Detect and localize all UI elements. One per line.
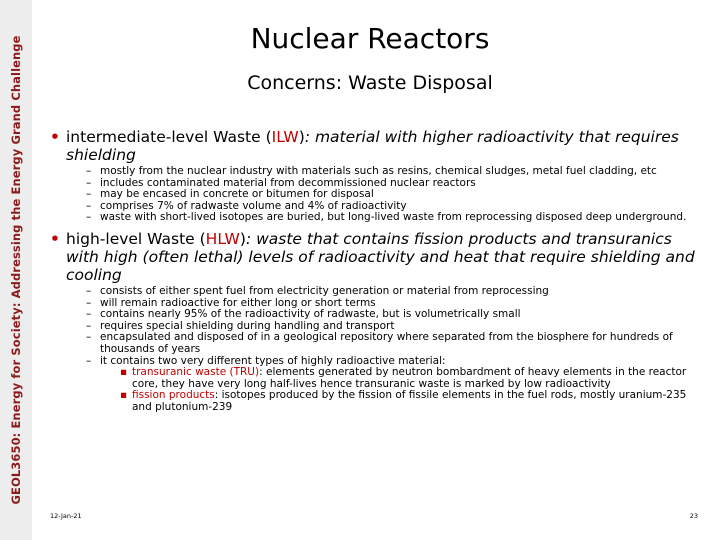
list-item-text: may be encased in concrete or bitumen for disposal <box>100 188 374 201</box>
dash-marker: – <box>86 354 92 367</box>
dash-marker: – <box>86 188 92 201</box>
tru-term-suffix: ) <box>255 366 260 379</box>
tru-term-prefix: transuranic waste ( <box>132 366 234 379</box>
list-item-text: includes contaminated material from decommissioned nuclear reactors <box>100 176 476 189</box>
dash-marker: – <box>86 331 92 344</box>
dash-marker: – <box>86 199 92 212</box>
dash-marker: – <box>86 284 92 297</box>
sub-list-item <box>120 367 700 390</box>
ilw-details-list <box>50 166 700 224</box>
slide-title: Nuclear Reactors <box>250 22 490 55</box>
hlw-details-list <box>50 286 700 414</box>
list-item <box>86 212 700 224</box>
ilw-description: : material with higher radioactivity that requires shielding <box>66 128 679 164</box>
dash-marker: – <box>86 165 92 177</box>
dash-marker: – <box>86 319 92 332</box>
list-item-text: it contains two very different types of highly radioactive material: <box>100 354 446 367</box>
list-item-text: mostly from the nuclear industry with materials such as resins, chemical sludges, metal fuel cladding, etc <box>100 165 657 177</box>
slide-subtitle: Concerns: Waste Disposal <box>247 72 493 94</box>
tru-text: : elements generated by neutron bombardment of heavy elements in the reactor core, they have very long half-lives hence transuranic waste is marked by low radioactivity <box>132 366 687 390</box>
ilw-heading-suffix: ) <box>298 128 305 146</box>
dash-marker: – <box>86 296 92 309</box>
slide-content <box>50 128 700 414</box>
hlw-types-list <box>100 367 700 413</box>
list-item-text: contains nearly 95% of the radioactivity of radwaste, but is volumetrically small <box>100 308 521 321</box>
hlw-heading-prefix: high-level Waste ( <box>66 229 206 248</box>
hlw-heading-suffix: ) <box>239 229 246 248</box>
ilw-abbr: ILW <box>271 128 299 146</box>
list-item-text: requires special shielding during handling and transport <box>100 319 395 332</box>
bullet-hlw <box>50 230 700 284</box>
list-item-text: will remain radioactive for either long or short terms <box>100 296 376 309</box>
hlw-description: : waste that contains fission products and transuranics with high (often lethal) levels of radioactivity and heat that require shielding and cooling <box>66 229 695 284</box>
list-item-text: comprises 7% of radwaste volume and 4% of radioactivity <box>100 199 407 212</box>
dash-marker: – <box>86 211 92 224</box>
bullet-marker: • <box>50 128 60 146</box>
footer-date: 12-Jan-21 <box>50 512 82 520</box>
ilw-heading-prefix: intermediate-level Waste ( <box>66 128 272 146</box>
dash-marker: – <box>86 308 92 321</box>
square-marker: ▪ <box>120 389 128 402</box>
square-marker: ▪ <box>120 366 128 379</box>
list-item <box>86 332 700 355</box>
list-item-text: consists of either spent fuel from electricity generation or material from reprocessing <box>100 284 549 297</box>
list-item-text: waste with short-lived isotopes are buried, but long-lived waste from reprocessing disposed deep underground. <box>100 211 687 224</box>
bullet-ilw <box>50 128 700 164</box>
tru-term-abbr: TRU <box>233 366 255 379</box>
list-item <box>86 356 700 414</box>
course-title-vertical: GEOL3650: Energy for Society: Addressing the Energy Grand Challenge <box>9 35 23 505</box>
fission-term: fission products <box>132 389 215 402</box>
bullet-marker: • <box>50 229 60 248</box>
page-number: 23 <box>689 512 698 520</box>
list-item-text: encapsulated and disposed of in a geological repository where separated from the biosphere for hundreds of thousands of years <box>100 331 673 355</box>
sub-list-item <box>120 390 700 413</box>
hlw-abbr: HLW <box>205 229 240 248</box>
dash-marker: – <box>86 176 92 189</box>
fission-text: : isotopes produced by the fission of fissile elements in the fuel rods, mostly uranium-235 and plutonium-239 <box>132 389 687 413</box>
